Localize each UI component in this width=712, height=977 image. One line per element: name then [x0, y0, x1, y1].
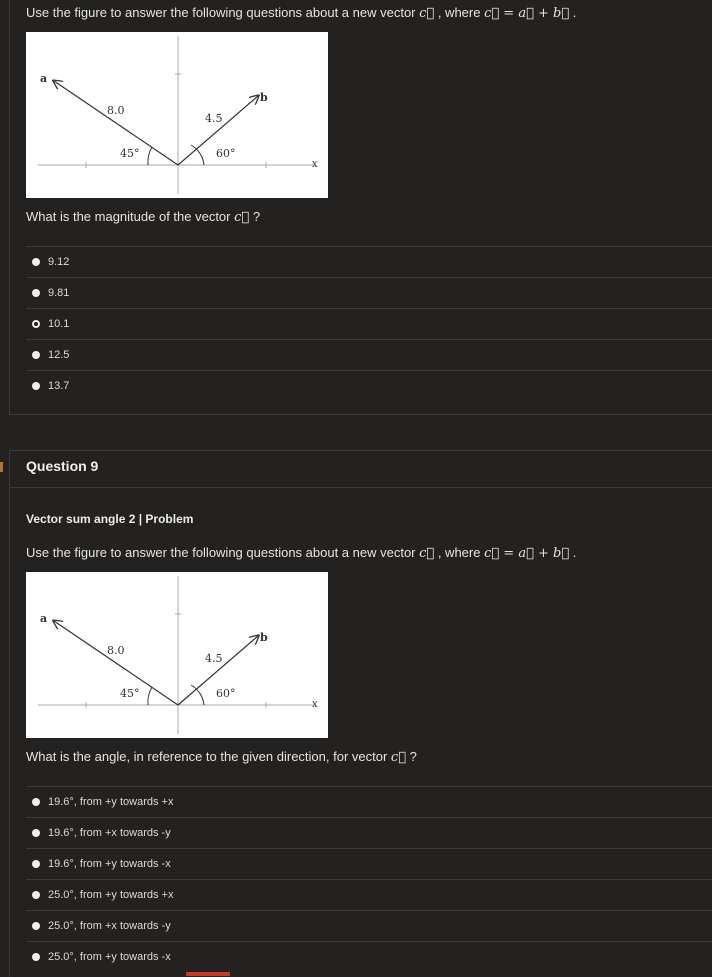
- angle-a: 45°: [120, 147, 140, 160]
- radio-button[interactable]: [32, 351, 40, 359]
- radio-button[interactable]: [32, 289, 40, 297]
- radio-button[interactable]: [32, 829, 40, 837]
- radio-button[interactable]: [32, 860, 40, 868]
- radio-button[interactable]: [32, 258, 40, 266]
- question-9-subtitle: Vector sum angle 2 | Problem: [26, 512, 194, 526]
- q8-option[interactable]: 9.12: [26, 246, 712, 277]
- q8-option[interactable]: 12.5: [26, 339, 712, 370]
- label-b: b: [260, 91, 268, 104]
- q8-option[interactable]: 9.81: [26, 277, 712, 308]
- radio-button[interactable]: [32, 953, 40, 961]
- q8-question: What is the magnitude of the vector c⃗ ?: [26, 209, 261, 225]
- q9-option[interactable]: 25.0°, from +x towards -y: [26, 910, 712, 941]
- angle-a: 45°: [120, 687, 140, 700]
- q8-figure-svg: [26, 32, 328, 198]
- question-9-title: Question 9: [26, 458, 99, 474]
- radio-button[interactable]: [32, 922, 40, 930]
- magnitude-b: 4.5: [205, 652, 223, 665]
- q9-option[interactable]: 25.0°, from +y towards +x: [26, 879, 712, 910]
- radio-button[interactable]: [32, 798, 40, 806]
- radio-button-selected[interactable]: [32, 320, 40, 328]
- q9-vector-figure: [26, 572, 328, 738]
- question-marker: [0, 462, 3, 472]
- magnitude-b: 4.5: [205, 112, 223, 125]
- label-x: x: [312, 699, 318, 710]
- vector-a: [54, 81, 178, 165]
- magnitude-a: 8.0: [107, 644, 125, 657]
- q9-question: What is the angle, in reference to the given direction, for vector c⃗ ?: [26, 749, 417, 765]
- label-x: x: [312, 159, 318, 170]
- angle-b: 60°: [216, 147, 236, 160]
- q8-vector-figure: [26, 32, 328, 198]
- vector-a: [54, 621, 178, 705]
- label-a: a: [40, 72, 48, 85]
- q9-option[interactable]: 19.6°, from +x towards -y: [26, 817, 712, 848]
- q9-option[interactable]: 19.6°, from +y towards -x: [26, 848, 712, 879]
- angle-arc-a: [148, 147, 152, 165]
- q9-prompt: Use the figure to answer the following questions about a new vector c⃗ , where c⃗ = a⃗ + b⃗ .: [26, 545, 577, 561]
- q8-option[interactable]: 13.7: [26, 370, 712, 401]
- q9-option[interactable]: 25.0°, from +y towards -x: [26, 941, 712, 972]
- angle-b: 60°: [216, 687, 236, 700]
- q8-option-selected[interactable]: 10.1: [26, 308, 712, 339]
- q8-prompt: Use the figure to answer the following questions about a new vector c⃗ , where c⃗ = a⃗ + b⃗ .: [26, 5, 577, 21]
- q9-options: [26, 786, 712, 972]
- q9-option[interactable]: 19.6°, from +y towards +x: [26, 786, 712, 817]
- label-b: b: [260, 631, 268, 644]
- q8-options: [26, 246, 712, 401]
- angle-arc-a: [148, 687, 152, 705]
- radio-button[interactable]: [32, 382, 40, 390]
- title-divider: [9, 487, 712, 488]
- submit-accent: [186, 972, 230, 976]
- radio-button[interactable]: [32, 891, 40, 899]
- label-a: a: [40, 612, 48, 625]
- q9-figure-svg: [26, 572, 328, 738]
- magnitude-a: 8.0: [107, 104, 125, 117]
